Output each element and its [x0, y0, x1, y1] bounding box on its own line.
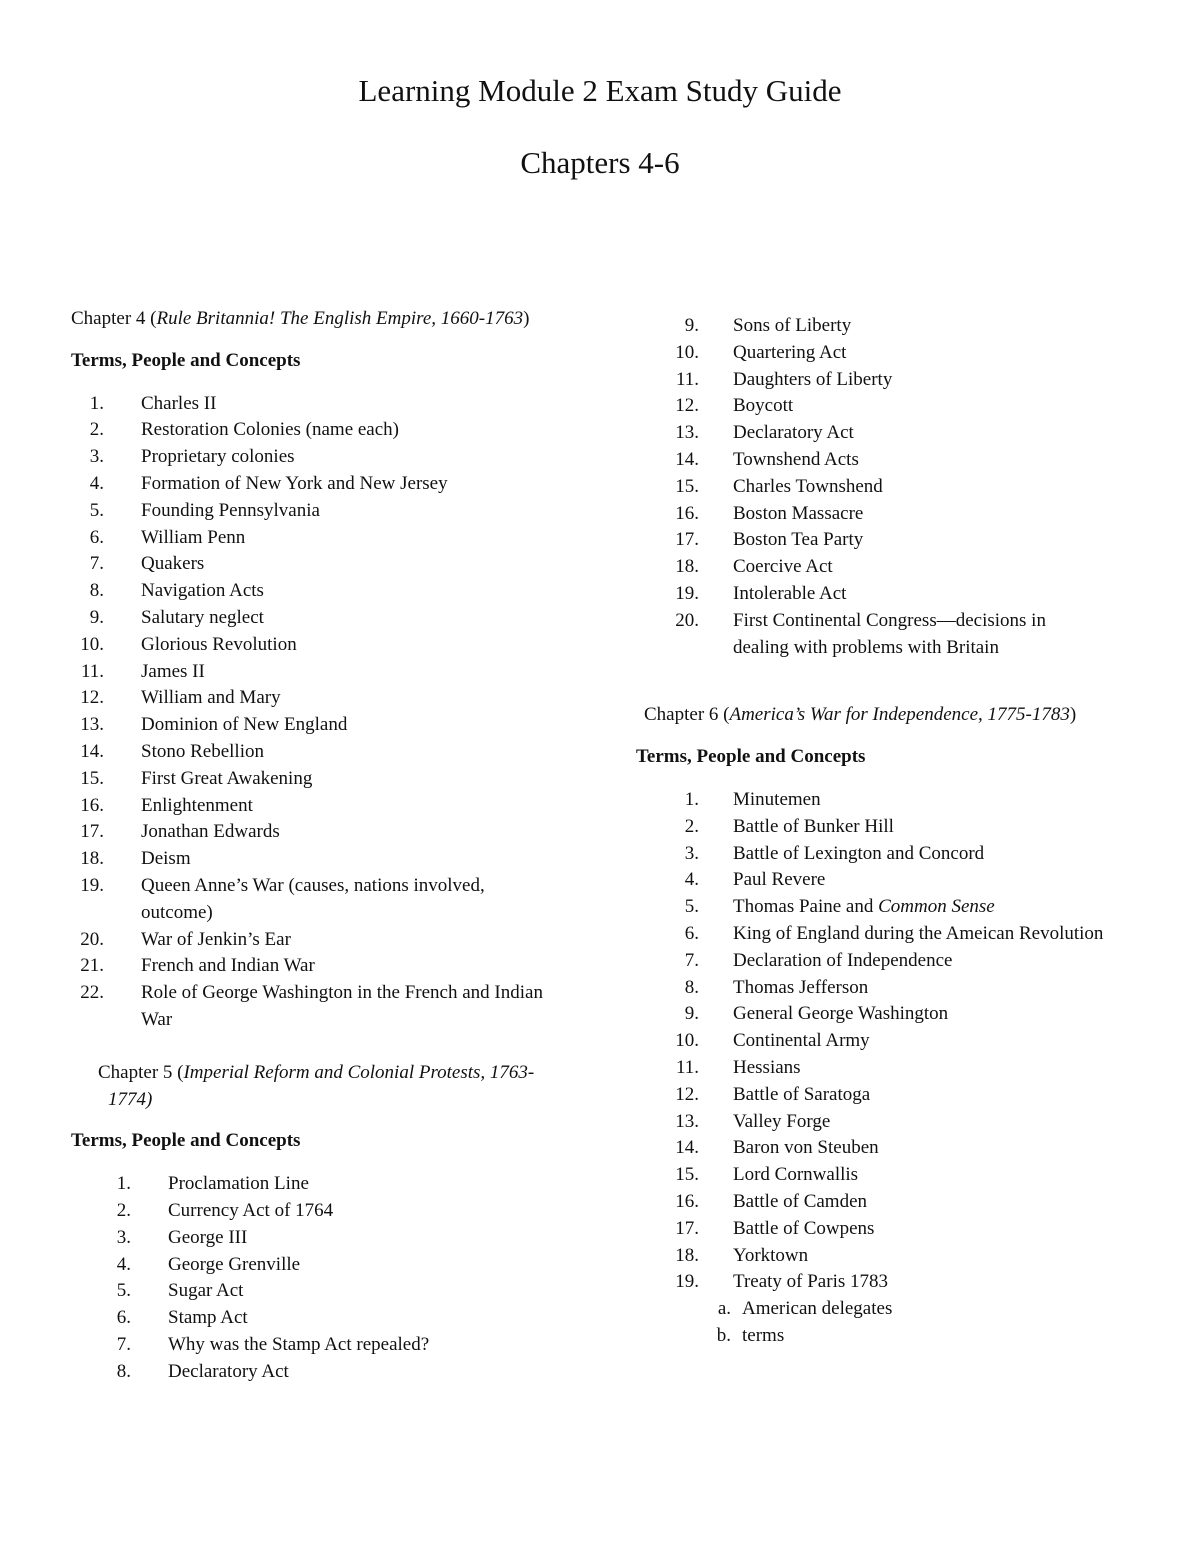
list-item-number: 17.	[80, 821, 104, 843]
list-item	[636, 894, 1106, 921]
sub-list-item-text: American delegates	[742, 1298, 893, 1320]
list-item-number: 3.	[684, 842, 699, 864]
list-item-number: 7.	[116, 1333, 131, 1355]
list-item	[71, 739, 551, 766]
list-item	[636, 1189, 1106, 1216]
list-item-number: 11.	[675, 1056, 699, 1078]
list-item-number: 6.	[684, 922, 699, 944]
list-item	[636, 581, 1106, 608]
chapter4-heading: Chapter 4 (Rule Britannia! The English Empire, 1660-1763)	[71, 308, 530, 329]
list-item-text: Battle of Bunker Hill	[733, 815, 894, 837]
list-item-text: Baron von Steuben	[733, 1137, 879, 1159]
list-item	[71, 632, 551, 659]
list-item-number: 18.	[675, 1244, 699, 1266]
list-item-number: 4.	[684, 869, 699, 891]
list-item-text: Yorktown	[733, 1244, 809, 1266]
list-item-number: 10.	[80, 633, 104, 655]
list-item	[71, 927, 551, 954]
sub-list-item	[636, 1323, 1106, 1350]
list-item-number: 12.	[675, 395, 699, 417]
list-item	[71, 1332, 551, 1359]
list-item	[636, 948, 1106, 975]
list-item-text: Valley Forge	[733, 1110, 831, 1132]
list-item-text: James II	[141, 660, 205, 682]
list-item-text: Quakers	[141, 553, 205, 575]
sub-list-item-letter: a.	[717, 1298, 731, 1320]
list-item-number: 7.	[684, 949, 699, 971]
sub-list-item-text: terms	[742, 1324, 785, 1346]
list-item	[71, 578, 551, 605]
list-item	[71, 980, 551, 1034]
list-item	[636, 420, 1106, 447]
chapter5-heading: Chapter 5 (Imperial Reform and Colonial Protests, 1763-1774)	[98, 1061, 535, 1110]
list-item	[71, 1278, 551, 1305]
list-item-text: Navigation Acts	[141, 580, 264, 602]
list-item-number: 3.	[89, 446, 104, 468]
list-item-number: 22.	[80, 982, 104, 1004]
list-item-text: Restoration Colonies (name each)	[141, 419, 400, 441]
list-item-text: War of Jenkin’s Ear	[141, 928, 291, 950]
list-item-number: 19.	[675, 1271, 699, 1293]
list-item-number: 11.	[675, 368, 699, 390]
list-item-number: 2.	[89, 419, 104, 441]
list-item-number: 10.	[675, 341, 699, 363]
list-item-text: Boycott	[733, 395, 794, 417]
chapter5-terms-heading: Terms, People and Concepts	[71, 1130, 301, 1152]
list-item-text: Glorious Revolution	[141, 633, 297, 655]
list-item-text: Stamp Act	[168, 1307, 248, 1329]
list-item-number: 3.	[116, 1226, 131, 1248]
list-item	[71, 712, 551, 739]
list-item-number: 8.	[684, 976, 699, 998]
list-item	[71, 605, 551, 632]
list-item	[71, 1359, 551, 1386]
list-item-text: Minutemen	[733, 788, 821, 810]
chapter6-sublist	[636, 1296, 1106, 1350]
list-item-text: Role of George Washington in the French and Indian War	[141, 982, 543, 1030]
list-item-number: 16.	[80, 794, 104, 816]
list-item-number: 13.	[675, 422, 699, 444]
list-item	[636, 787, 1106, 814]
list-item	[71, 685, 551, 712]
list-item-number: 14.	[675, 448, 699, 470]
right-column	[636, 313, 1106, 1350]
list-item-number: 12.	[675, 1083, 699, 1105]
list-item	[71, 953, 551, 980]
list-item-text: Sons of Liberty	[733, 315, 852, 336]
list-item-text: Founding Pennsylvania	[141, 499, 320, 521]
chapter4-terms-heading: Terms, People and Concepts	[71, 349, 301, 371]
list-item-number: 17.	[675, 1217, 699, 1239]
list-item-number: 17.	[675, 529, 699, 551]
list-item-text: First Continental Congress—decisions in dealing with problems with Britain	[733, 609, 1046, 658]
chapter4-list	[71, 391, 551, 1034]
list-item-number: 19.	[80, 874, 104, 896]
list-item-text: Declaration of Independence	[733, 949, 953, 971]
list-item	[636, 1082, 1106, 1109]
list-item-text: Sugar Act	[168, 1280, 244, 1302]
list-item-text: Proclamation Line	[168, 1173, 309, 1195]
list-item	[71, 1198, 551, 1225]
list-item-number: 8.	[89, 580, 104, 602]
list-item-number: 6.	[116, 1307, 131, 1329]
list-item-number: 9.	[684, 1003, 699, 1025]
list-item-number: 11.	[80, 660, 104, 682]
list-item-text: Battle of Camden	[733, 1190, 868, 1212]
list-item-text: Charles II	[141, 392, 217, 414]
list-item	[71, 471, 551, 498]
sub-list-item	[636, 1296, 1106, 1323]
list-item-text: Deism	[141, 848, 191, 870]
list-item-text: Boston Massacre	[733, 502, 864, 524]
sub-list-item-letter: b.	[716, 1324, 731, 1346]
list-item-text: Charles Townshend	[733, 475, 883, 497]
list-item-number: 2.	[684, 815, 699, 837]
list-item	[636, 1055, 1106, 1082]
list-item	[636, 474, 1106, 501]
list-item	[71, 659, 551, 686]
list-item-number: 2.	[116, 1199, 131, 1221]
list-item-number: 16.	[675, 502, 699, 524]
list-item-number: 5.	[684, 896, 699, 918]
list-item	[636, 313, 1106, 340]
list-item-text: Boston Tea Party	[733, 529, 864, 551]
list-item-number: 20.	[80, 928, 104, 950]
list-item-number: 18.	[675, 556, 699, 578]
list-item-text: Battle of Lexington and Concord	[733, 842, 985, 864]
list-item-text: Thomas Jefferson	[733, 976, 869, 998]
list-item	[71, 1252, 551, 1279]
list-item-text: Lord Cornwallis	[733, 1164, 859, 1186]
list-item	[71, 819, 551, 846]
list-item	[636, 841, 1106, 868]
chapter5-list	[71, 1171, 551, 1385]
list-item-number: 13.	[80, 714, 104, 736]
list-item	[71, 1305, 551, 1332]
list-item-number: 5.	[116, 1280, 131, 1302]
list-item-number: 5.	[89, 499, 104, 521]
list-item-text: Coercive Act	[733, 556, 833, 578]
list-item-text: General George Washington	[733, 1003, 949, 1025]
list-item-text: Daughters of Liberty	[733, 368, 893, 390]
list-item	[71, 1171, 551, 1198]
list-item	[636, 367, 1106, 394]
list-item	[636, 1001, 1106, 1028]
list-item-text: William and Mary	[141, 687, 281, 709]
list-item	[636, 921, 1106, 948]
list-item-number: 15.	[675, 475, 699, 497]
list-item-text: William Penn	[141, 526, 246, 548]
list-item-number: 15.	[675, 1164, 699, 1186]
list-item-number: 12.	[80, 687, 104, 709]
list-item-text: Townshend Acts	[733, 448, 859, 470]
list-item	[71, 1225, 551, 1252]
list-item-text: Formation of New York and New Jersey	[141, 472, 448, 494]
list-item-number: 8.	[116, 1360, 131, 1382]
list-item-text: First Great Awakening	[141, 767, 313, 789]
list-item	[71, 873, 551, 927]
left-column	[71, 306, 551, 1385]
list-item-text: Paul Revere	[733, 869, 826, 891]
list-item-text: Declaratory Act	[168, 1360, 289, 1382]
list-item-number: 16.	[675, 1190, 699, 1212]
list-item	[636, 393, 1106, 420]
list-item-number: 19.	[675, 582, 699, 604]
list-item-text: Currency Act of 1764	[168, 1199, 334, 1221]
list-item-number: 10.	[675, 1030, 699, 1052]
chapter6-list	[636, 787, 1106, 1296]
list-item-number: 1.	[116, 1173, 131, 1195]
list-item-text: Salutary neglect	[141, 606, 264, 628]
chapter6-terms-heading: Terms, People and Concepts	[636, 746, 866, 768]
list-item-number: 21.	[80, 955, 104, 977]
list-item	[636, 1162, 1106, 1189]
list-item	[636, 340, 1106, 367]
list-item	[636, 1135, 1106, 1162]
list-item-number: 4.	[89, 472, 104, 494]
list-item	[636, 1216, 1106, 1243]
list-item	[71, 391, 551, 418]
list-item-text: Treaty of Paris 1783	[733, 1271, 888, 1293]
list-item	[636, 447, 1106, 474]
list-item	[636, 814, 1106, 841]
list-item-text: Quartering Act	[733, 341, 847, 363]
list-item	[71, 793, 551, 820]
list-item-text: Intolerable Act	[733, 582, 847, 604]
list-item	[636, 1269, 1106, 1296]
list-item	[71, 498, 551, 525]
list-item	[636, 608, 1106, 662]
list-item	[636, 1109, 1106, 1136]
list-item	[636, 1243, 1106, 1270]
list-item-number: 9.	[89, 606, 104, 628]
list-item-text: Why was the Stamp Act repealed?	[168, 1333, 430, 1355]
list-item-text: Continental Army	[733, 1030, 870, 1052]
chapter5-list-continued	[636, 313, 1106, 661]
list-item-number: 20.	[675, 609, 699, 631]
list-item	[71, 846, 551, 873]
list-item	[71, 766, 551, 793]
list-item	[636, 554, 1106, 581]
list-item-number: 7.	[89, 553, 104, 575]
list-item-number: 1.	[89, 392, 104, 414]
list-item-number: 13.	[675, 1110, 699, 1132]
list-item-number: 9.	[684, 315, 699, 336]
list-item-text: Queen Anne’s War (causes, nations involved, outcome)	[141, 874, 485, 923]
list-item-text: Enlightenment	[141, 794, 253, 816]
list-item-number: 4.	[116, 1253, 131, 1275]
page-subtitle: Chapters 4-6	[520, 145, 680, 180]
list-item	[71, 417, 551, 444]
list-item	[71, 444, 551, 471]
list-item	[636, 975, 1106, 1002]
list-item-text: French and Indian War	[141, 955, 315, 977]
list-item-text: King of England during the Ameican Revolution	[733, 922, 1104, 944]
list-item-number: 6.	[89, 526, 104, 548]
list-item-text: Dominion of New England	[141, 714, 348, 736]
list-item-text: Declaratory Act	[733, 422, 854, 444]
list-item-text: Proprietary colonies	[141, 446, 295, 468]
list-item-number: 14.	[675, 1137, 699, 1159]
list-item	[636, 501, 1106, 528]
list-item-text: Hessians	[733, 1056, 801, 1078]
list-item	[71, 551, 551, 578]
list-item-text: Thomas Paine and	[733, 896, 879, 918]
page-title: Learning Module 2 Exam Study Guide	[358, 73, 842, 108]
list-item-text: George Grenville	[168, 1253, 301, 1275]
list-item-text: Stono Rebellion	[141, 740, 264, 762]
list-item-italic-text: Common Sense	[878, 896, 995, 918]
list-item-number: 14.	[80, 740, 104, 762]
list-item-text: Battle of Saratoga	[733, 1083, 871, 1105]
list-item-number: 18.	[80, 848, 104, 870]
list-item	[636, 527, 1106, 554]
list-item	[636, 1028, 1106, 1055]
list-item	[636, 867, 1106, 894]
list-item-text: George III	[168, 1226, 248, 1248]
list-item-text: Battle of Cowpens	[733, 1217, 875, 1239]
list-item	[71, 525, 551, 552]
list-item-number: 15.	[80, 767, 104, 789]
list-item-number: 1.	[684, 788, 699, 810]
chapter6-heading: Chapter 6 (America’s War for Independence, 1775-1783)	[644, 704, 1077, 726]
list-item-text: Jonathan Edwards	[141, 821, 280, 843]
